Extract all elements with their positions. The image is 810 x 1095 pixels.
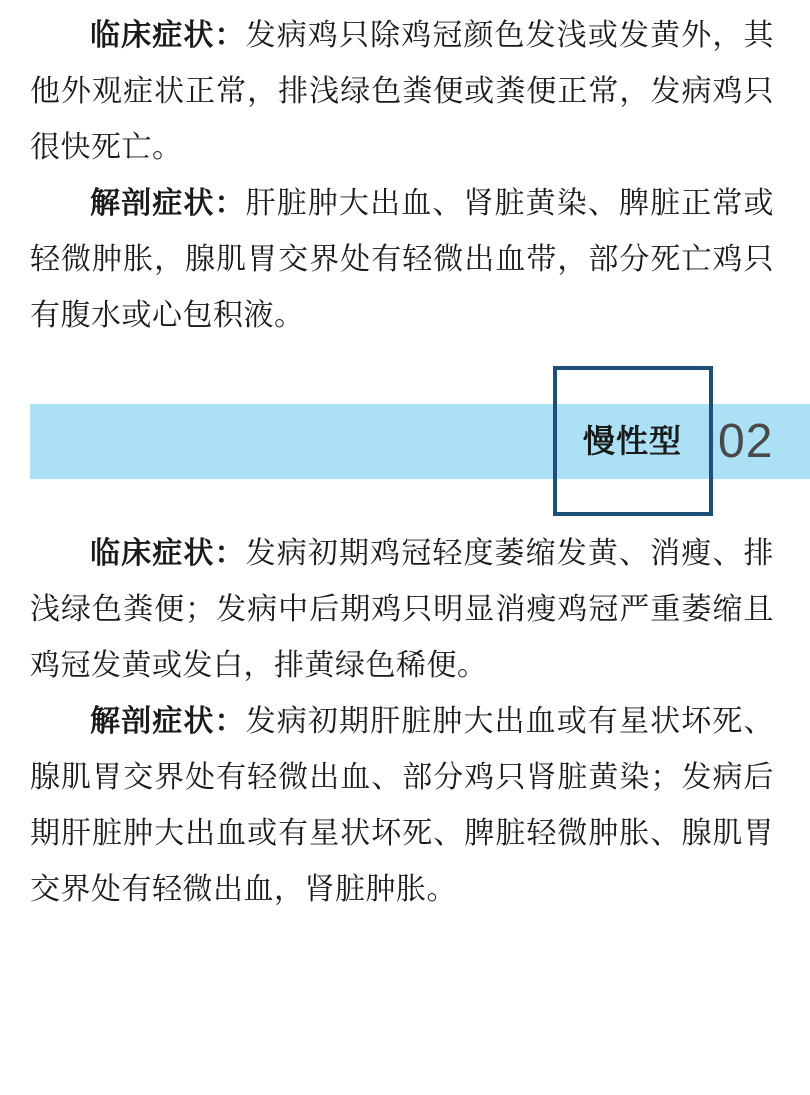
acute-anatomy-paragraph [0, 176, 810, 344]
chronic-clinical-label: 临床症状： [90, 537, 246, 570]
acute-clinical-paragraph [0, 8, 810, 176]
chronic-anatomy-paragraph [0, 694, 810, 918]
acute-section [0, 0, 810, 344]
banner-number: 02 [718, 415, 774, 468]
chronic-clinical-text: 发病初期鸡冠轻度萎缩发黄、消瘦、排浅绿色粪便；发病中后期鸡只明显消瘦鸡冠严重萎缩且鸡冠发黄或发白，排黄绿色稀便。 [30, 537, 775, 682]
chronic-anatomy-text: 发病初期肝脏肿大出血或有星状坏死、腺肌胃交界处有轻微出血、部分鸡只肾脏黄染；发病后期肝脏肿大出血或有星状坏死、脾脏轻微肿胀、腺肌胃交界处有轻微出血，肾脏肿胀。 [30, 705, 775, 906]
acute-anatomy-label: 解剖症状： [90, 187, 246, 220]
section-banner [0, 366, 810, 516]
banner-label: 慢性型 [582, 423, 682, 459]
chronic-section [0, 526, 810, 918]
acute-clinical-text: 发病鸡只除鸡冠颜色发浅或发黄外，其他外观症状正常，排浅绿色粪便或粪便正常，发病鸡只很快死亡。 [30, 19, 775, 164]
chronic-clinical-paragraph [0, 526, 810, 694]
acute-clinical-label: 临床症状： [90, 19, 246, 52]
chronic-anatomy-label: 解剖症状： [90, 705, 246, 738]
acute-anatomy-text: 肝脏肿大出血、肾脏黄染、脾脏正常或轻微肿胀，腺肌胃交界处有轻微出血带，部分死亡鸡只有腹水或心包积液。 [30, 187, 775, 332]
